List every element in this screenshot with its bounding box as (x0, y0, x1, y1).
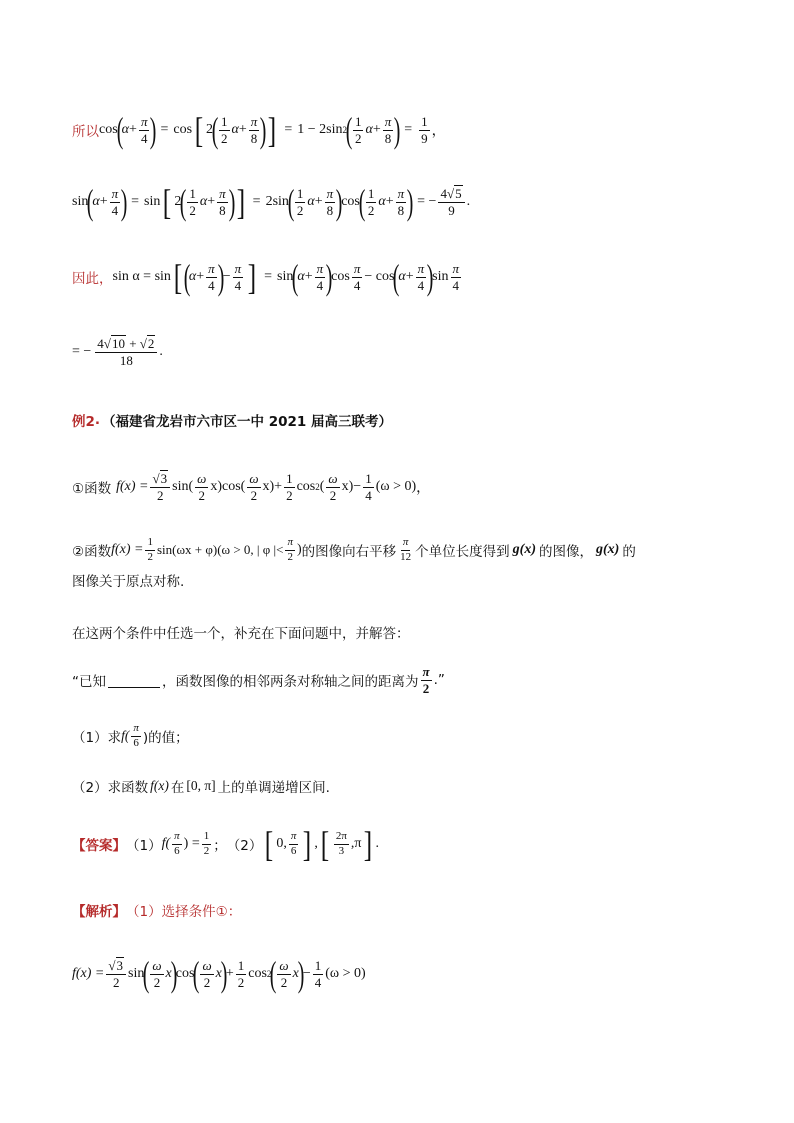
eq1-paren-close2: ) (260, 110, 267, 150)
eq3-po3: ( (393, 257, 400, 297)
condition-2-continued (72, 570, 754, 590)
quote-close: .” (433, 672, 445, 688)
eq1-result: $\frac{1}{9}$ (421, 113, 428, 146)
eq2-eq2: = (252, 194, 261, 209)
q2-fx: f(x) (150, 778, 169, 793)
eq2-bo: [ (163, 182, 172, 222)
quote-open: “已知 (72, 674, 106, 690)
eq2-po4: ( (358, 182, 366, 222)
eq2-pc4: ) (406, 182, 414, 222)
answer-label: 【答案】 (72, 838, 126, 854)
cond2-text2: 个单位长度得到 (415, 544, 510, 560)
eqL-plus: + (225, 966, 234, 981)
eq1-eq3: = (404, 122, 413, 137)
eq2-alpha2: α (199, 194, 208, 209)
analysis-label: 【解析】 (72, 904, 126, 920)
cond1-frac-1-2: $\frac{1}{2}$ (286, 470, 293, 503)
example-dot: . (94, 412, 101, 428)
eq3-plus: + (196, 269, 205, 284)
eq1-eq: = (160, 122, 169, 137)
eq3-minus: − (222, 269, 231, 284)
cond2-fx: f(x) = (111, 542, 144, 557)
eq3-frac-pi-4: $\frac{\pi}{4}$ (208, 260, 215, 293)
eq2-pc2: ) (228, 182, 235, 222)
answer-frac-1-2: $\frac{1}{2}$ (203, 829, 210, 857)
eq2-alpha3: α (307, 194, 315, 209)
eq2-alpha4: α (378, 194, 386, 209)
eq1-alpha: α (121, 122, 130, 137)
eq1-eq2: = (284, 122, 293, 137)
eq1-paren-open: ( (116, 110, 123, 150)
cond1-sq: 2 (315, 482, 320, 492)
answer-tail: . (375, 836, 379, 851)
q1-tail: )的值； (142, 730, 189, 746)
eq2-two: 2 (174, 194, 182, 209)
eq2-frac-pi-8b: $\frac{\pi}{8}$ (326, 185, 334, 218)
eq3-sin-alpha: sin α = sin (112, 269, 171, 284)
eqL-pc3: ) (297, 954, 305, 994)
equation-sin-alpha (72, 180, 754, 224)
eq2-plus4: + (385, 194, 394, 209)
eq2-plus3: + (314, 194, 323, 209)
eq3-frac-pi-4e: $\frac{\pi}{4}$ (417, 260, 425, 293)
eq1-paren-open3: ( (345, 110, 353, 150)
eqL-x: x (165, 966, 172, 981)
example-source: （福建省龙岩市六市区一中 2021 届高三联考） (102, 414, 393, 430)
condition-2 (72, 530, 754, 570)
eqL-pc1: ) (170, 954, 178, 994)
eq3-sin2: sin (432, 269, 449, 284)
answer (72, 822, 754, 866)
cond2-frac-pi-12: $\frac{\pi}{12}$ (400, 535, 412, 563)
cond1-cond: (ω > 0) (375, 479, 417, 494)
cond2-text3: 的图像， (538, 544, 593, 560)
cond2-text1: 的图像向右平移 (301, 544, 397, 560)
quote-text: ，函数图像的相邻两条对称轴之间的距离为 (162, 674, 419, 690)
eq3-plus2: + (304, 269, 313, 284)
cond2-mark: ②函数 (72, 544, 112, 560)
eq2-eq: = (131, 194, 140, 209)
eq1-plus2: + (238, 122, 247, 137)
eqL-frac-omega-2b: $\frac{\omega}{2}$ (202, 957, 212, 990)
equation-result (72, 330, 754, 374)
eq1-square: 2 (342, 125, 347, 135)
eq1-plus: + (129, 122, 137, 137)
eq4-lead: = − (72, 344, 92, 359)
cond2-text5: 图像关于原点对称. (72, 574, 185, 590)
cond2-gx: g(x) (512, 542, 536, 557)
eq2-frac-pi-8: $\frac{\pi}{8}$ (219, 185, 226, 218)
eqL-frac-omega-2: $\frac{\omega}{2}$ (152, 957, 162, 990)
eq3-po1: ( (183, 257, 191, 297)
answer-p2: （2） (226, 838, 263, 854)
eq4-frac: $\frac{4√10 + √2}{18}$ (95, 337, 157, 367)
q2-label: （2）求函数 (72, 780, 149, 796)
eq3-frac-pi-4b: $\frac{\pi}{4}$ (234, 260, 242, 293)
eqL-fx: f(x) = (72, 966, 105, 981)
label-hence: 因此， (72, 271, 113, 287)
eqL-sin: sin (128, 966, 145, 981)
answer-frac-pi-6b: $\frac{\pi}{6}$ (290, 829, 297, 857)
q2-interval: [0, π] (186, 778, 216, 793)
answer-bo1: [ (265, 824, 274, 864)
eq1-cos2: cos (173, 122, 193, 137)
eq1-frac-pi-4: $\frac{\pi}{4}$ (140, 113, 148, 146)
eq3-pc1: ) (217, 257, 224, 297)
eq2-pc1: ) (120, 182, 128, 222)
eqL-cos2: cos (248, 966, 267, 981)
eq1-tail: ， (431, 124, 446, 139)
eq1-alpha2: α (231, 122, 239, 137)
example-label: 例2 (72, 414, 95, 430)
answer-f: f( (161, 836, 171, 851)
answer-semi: ； (213, 838, 227, 854)
eq1-paren-open2: ( (211, 110, 219, 150)
eq3-bc: ] (247, 257, 257, 297)
eqL-po1: ( (143, 954, 150, 994)
eq2-po2: ( (180, 182, 187, 222)
eq2-minus: = − (417, 194, 437, 209)
eq1-two: 2 (206, 122, 214, 137)
eq1-plus3: + (372, 122, 381, 137)
cond1-xclose: x) (262, 479, 275, 494)
cond2-close: ) (296, 542, 302, 557)
cond1-open: ( (319, 479, 325, 494)
eq2-sin2: sin (144, 194, 161, 209)
eqL-minus: − (302, 966, 311, 981)
eq2-sin: sin (72, 194, 89, 209)
eqL-x2: x (215, 966, 222, 981)
answer-bo2: [ (320, 824, 330, 864)
eq2-frac-1-2: $\frac{1}{2}$ (189, 185, 196, 218)
eq2-plus: + (99, 194, 108, 209)
eq3-alpha: α (188, 269, 197, 284)
question-1 (72, 716, 754, 756)
eq3-pc2: ) (325, 257, 333, 297)
eq2-frac-pi-4: $\frac{\pi}{4}$ (111, 185, 119, 218)
eq1-bracket-open: [ (194, 110, 204, 150)
label-therefore: 所以 (72, 124, 99, 140)
q2-tail: 上的单调递增区间. (217, 780, 330, 796)
eqL-cos: cos (175, 966, 195, 981)
answer-comma: , (314, 836, 318, 851)
cond1-tail: ， (416, 481, 431, 496)
cond2-expr: sin(ωx + φ)(ω > 0, | φ |< (156, 542, 284, 557)
answer-eq: ) = (183, 836, 200, 851)
cond1-cos2: cos (296, 479, 316, 494)
eq3-plus3: + (405, 269, 414, 284)
q2-in: 在 (170, 780, 185, 796)
cond2-frac-1-2: $\frac{1}{2}$ (147, 535, 153, 563)
eq3-frac-pi-4f: $\frac{\pi}{4}$ (452, 260, 460, 293)
eq2-2sin: 2sin (265, 194, 289, 209)
eq2-pc3: ) (335, 182, 343, 222)
eq1-alpha3: α (365, 122, 373, 137)
answer-bc2: ] (364, 824, 373, 864)
fill-blank (108, 673, 160, 688)
eq1-paren-close3: ) (393, 110, 401, 150)
q1-label: （1）求 (72, 730, 122, 746)
eq2-bc: ] (236, 182, 245, 222)
eqL-po3: ( (270, 954, 277, 994)
answer-bc1: ] (303, 824, 312, 864)
example-header (72, 410, 754, 430)
quote-frac-pi-2: $\frac{\pi}{2}$ (422, 663, 430, 696)
cond2-frac-pi-2: $\frac{\pi}{2}$ (287, 535, 293, 563)
eq1-paren-close: ) (150, 110, 157, 150)
analysis-text: （1）选择条件①： (126, 904, 242, 920)
eqL-frac-1-4: $\frac{1}{4}$ (314, 957, 322, 990)
eq2-alpha: α (92, 194, 100, 209)
cond1-xcos: x)cos( (210, 479, 246, 494)
cond1-frac-sqrt3-2: $\frac{√3}{2}$ (150, 472, 170, 502)
eq3-po2: ( (292, 257, 299, 297)
eq1-frac-pi-8b: $\frac{\pi}{8}$ (384, 113, 392, 146)
cond2-text4: 的 (622, 544, 636, 560)
eqL-po2: ( (193, 954, 200, 994)
cond2-gx2: g(x) (595, 542, 620, 557)
instruction-text: 在这两个条件中任选一个，补充在下面问题中，并解答： (72, 626, 410, 642)
eq1-frac-pi-8: $\frac{\pi}{8}$ (250, 113, 258, 146)
equation-cos-alpha (72, 108, 754, 152)
eq2-tail: . (466, 194, 471, 209)
cond1-xclose2: x) (341, 479, 354, 494)
cond1-fx: f(x) = (116, 479, 149, 494)
eq1-bracket-close: ] (268, 110, 277, 150)
equation-sin-alpha-expand (72, 255, 754, 299)
eq4-tail: . (159, 344, 163, 359)
q1-frac-pi-6: $\frac{\pi}{6}$ (133, 721, 139, 749)
answer-zero: 0, (276, 836, 287, 851)
cond1-mark: ①函数 (72, 481, 112, 497)
eq2-frac-1-2c: $\frac{1}{2}$ (367, 185, 375, 218)
cond1-frac-omega-2c: $\frac{\omega}{2}$ (328, 470, 338, 503)
answer-p1: （1） (126, 838, 162, 854)
eq1-frac-1-2b: $\frac{1}{2}$ (354, 113, 362, 146)
cond1-frac-omega-2b: $\frac{\omega}{2}$ (249, 470, 259, 503)
eq3-frac-pi-4d: $\frac{\pi}{4}$ (353, 260, 361, 293)
problem-statement (72, 660, 754, 700)
eq3-pc3: ) (426, 257, 434, 297)
instruction (72, 622, 754, 642)
eqL-x3: x (292, 966, 299, 981)
eq2-result: $\frac{4√5}{9}$ (438, 187, 464, 217)
eq2-po3: ( (287, 182, 295, 222)
eqL-frac-sqrt3-2: $\frac{√3}{2}$ (106, 959, 126, 989)
condition-1 (72, 465, 754, 509)
eq3-bo: [ (173, 257, 183, 297)
analysis (72, 900, 754, 920)
eq3-alpha2: α (297, 269, 305, 284)
eq3-cos: cos (331, 269, 350, 284)
eqL-frac-omega-2c: $\frac{\omega}{2}$ (279, 957, 289, 990)
cond1-frac-omega-2: $\frac{\omega}{2}$ (197, 470, 207, 503)
eq2-cos: cos (341, 194, 360, 209)
eq1-frac-1-2: $\frac{1}{2}$ (221, 113, 228, 146)
cond1-sin: sin( (172, 479, 194, 494)
eqL-cond: (ω > 0) (325, 966, 366, 981)
eq3-minus-cos: − cos (364, 269, 395, 284)
answer-frac-2pi-3: $\frac{2\pi}{3}$ (335, 829, 347, 857)
eqL-frac-1-2: $\frac{1}{2}$ (237, 957, 245, 990)
answer-pi: ,π (350, 836, 362, 851)
cond1-minus: − (353, 479, 362, 494)
eq1-cos: cos (99, 122, 118, 137)
eq3-frac-pi-4c: $\frac{\pi}{4}$ (316, 260, 324, 293)
eq3-sin: sin (277, 269, 294, 284)
eq2-frac-1-2b: $\frac{1}{2}$ (296, 185, 304, 218)
eqL-sq: 2 (266, 969, 272, 979)
eq2-po1: ( (87, 182, 94, 222)
eq2-frac-pi-8c: $\frac{\pi}{8}$ (397, 185, 405, 218)
eqL-pc2: ) (220, 954, 228, 994)
answer-frac-pi-6: $\frac{\pi}{6}$ (174, 829, 180, 857)
equation-fx (72, 950, 754, 998)
eq2-plus2: + (207, 194, 216, 209)
eq1-one-minus: 1 − 2sin (297, 122, 343, 137)
eq3-eq: = (264, 269, 273, 284)
question-2 (72, 776, 754, 796)
eq3-alpha3: α (398, 269, 406, 284)
q1-f: f( (121, 728, 130, 743)
cond1-frac-1-4: $\frac{1}{4}$ (365, 470, 372, 503)
cond1-plus: + (274, 479, 283, 494)
